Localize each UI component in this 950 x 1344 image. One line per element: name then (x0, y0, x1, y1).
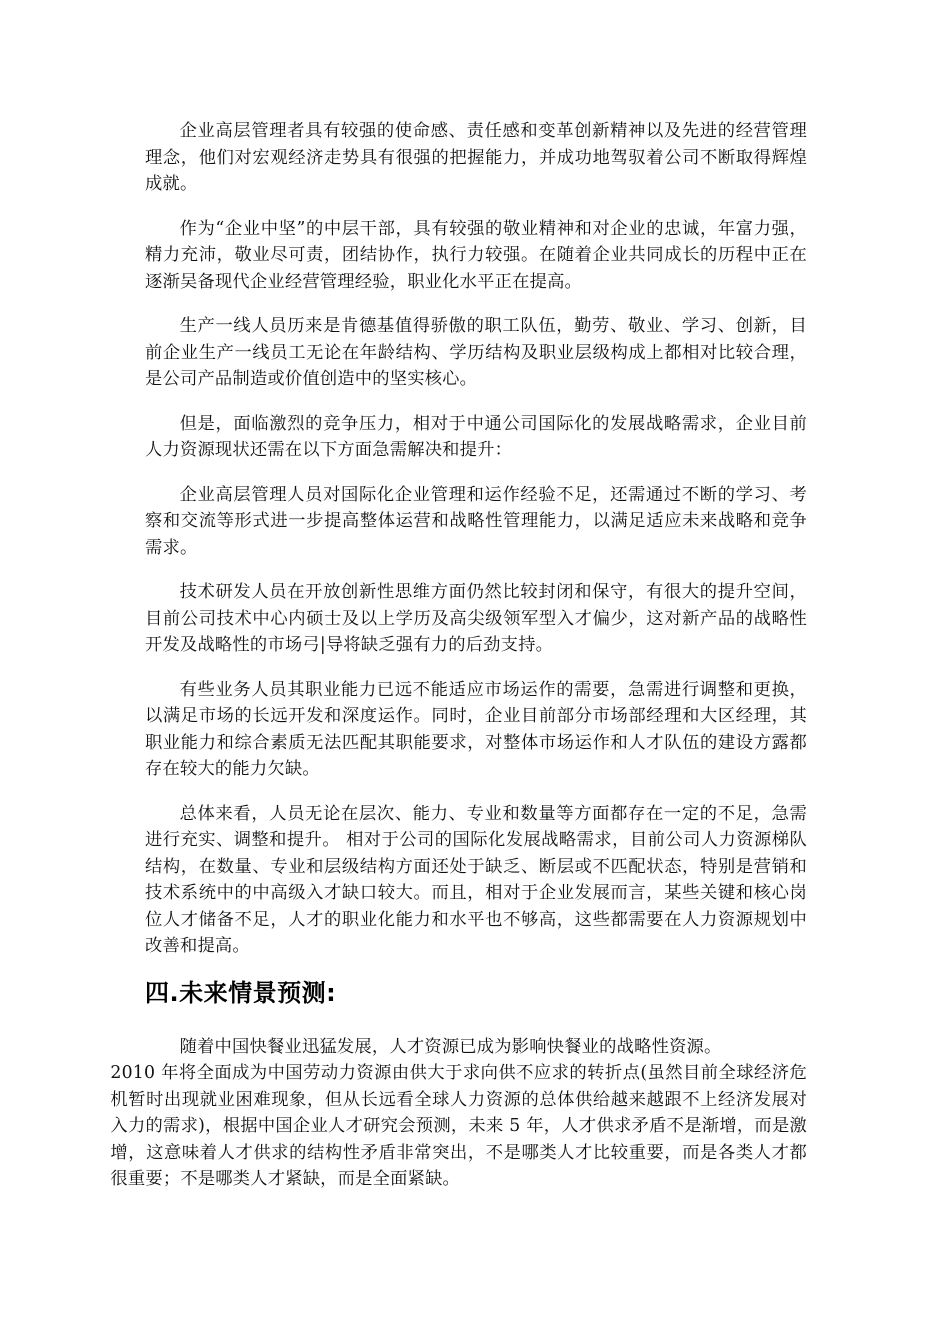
paragraph-business-staff: 有些业务人员其职业能力已远不能适应市场运作的需要，急需进行调整和更换，以满足市场的长远开发和深度运作。同时，企业目前部分市场部经理和大区经理，其职业能力和综合素质无法匹配其职能要求，对整体市场运作和人才队伍的建设方露都存在较大的能力欠缺。 (145, 679, 807, 779)
paragraph-forecast-first-line: 随着中国快餐业迅猛发展，人才资源已成为影响快餐业的战略性资源。 (179, 1036, 722, 1057)
paragraph-however: 但是，面临激烈的竞争压力，相对于中通公司国际化的发展战略需求，企业目前人力资源现状还需在以下方面急需解决和提升： (145, 413, 807, 460)
paragraph-rnd-staff: 技术研发人员在开放创新性思维方面仍然比较封闭和保守，有很大的提升空间，目前公司技术中心内硕士及以上学历及高尖级领军型入才偏少，这对新产品的战略性开发及战略性的市场弓|导将缺乏强有力的后劲支持。 (145, 582, 807, 655)
paragraph-middle-management: 作为“企业中坚”的中层干部，具有较强的敬业精神和对企业的忠诚，年富力强，精力充沛，敬业尽可责，团结协作，执行力较强。在随着企业共同成长的历程中正在逐渐吴备现代企业经营管理经验，职业化水平正在提高。 (145, 218, 807, 292)
document-page (110, 118, 807, 1211)
paragraph-frontline-staff: 生产一线人员历来是肯德基值得骄傲的职工队伍，勤劳、敬业、学习、创新，目前企业生产一线员工无论在年龄结构、学历结构及职业层级构成上都相对比较合理，是公司产品制造或价值创造中的坚实核心。 (145, 316, 807, 389)
paragraph-forecast-rest: 2010 年将全面成为中国劳动力资源由供大于求向供不应求的转折点(虽然目前全球经济危机暂时出现就业困难现象，但从长远看全球人力资源的总体供给越来越跟不上经济发展对入力的需求)，根据中国企业人才研究会预测，未来 5 年，人才供求矛盾不是渐增，而是激增，这意味着人才供求的结构性矛盾非常突出，不是哪类人才比较重要，而是各类人才都很重要；不是哪类人才紧缺，而是全面紧缺。 (110, 1063, 807, 1189)
paragraph-overall: 总体来看，人员无论在层次、能力、专业和数量等方面都存在一定的不足，急需进行充实、调整和提升。 相对于公司的国际化发展战略需求，目前公司人力资源梯队结构，在数量、专业和层级结构方面还处于缺乏、断层或不匹配状态，特别是营销和技术系统中的中高级入才缺口较大。而且，相对于企业发展而言，某些关键和核心岗位人才储备不足，人才的职业化能力和水平也不够高，这些都需要在人力资源规划中改善和提高。 (145, 803, 807, 956)
paragraph-senior-management: 企业高层管理者具有较强的使命感、责任感和变革创新精神以及先进的经营管理理念，他们对宏观经济走势具有很强的把握能力，并成功地驾驭着公司不断取得辉煌成就。 (145, 121, 807, 194)
paragraph-senior-gaps: 企业高层管理人员对国际化企业管理和运作经验不足，还需通过不断的学习、考察和交流等形式进一步提高整体运营和战略性管理能力，以满足适应未来战略和竞争需求。 (145, 484, 807, 558)
section-heading: 四.未来情景预测: (145, 978, 337, 1007)
paragraph-forecast (110, 1034, 807, 1193)
